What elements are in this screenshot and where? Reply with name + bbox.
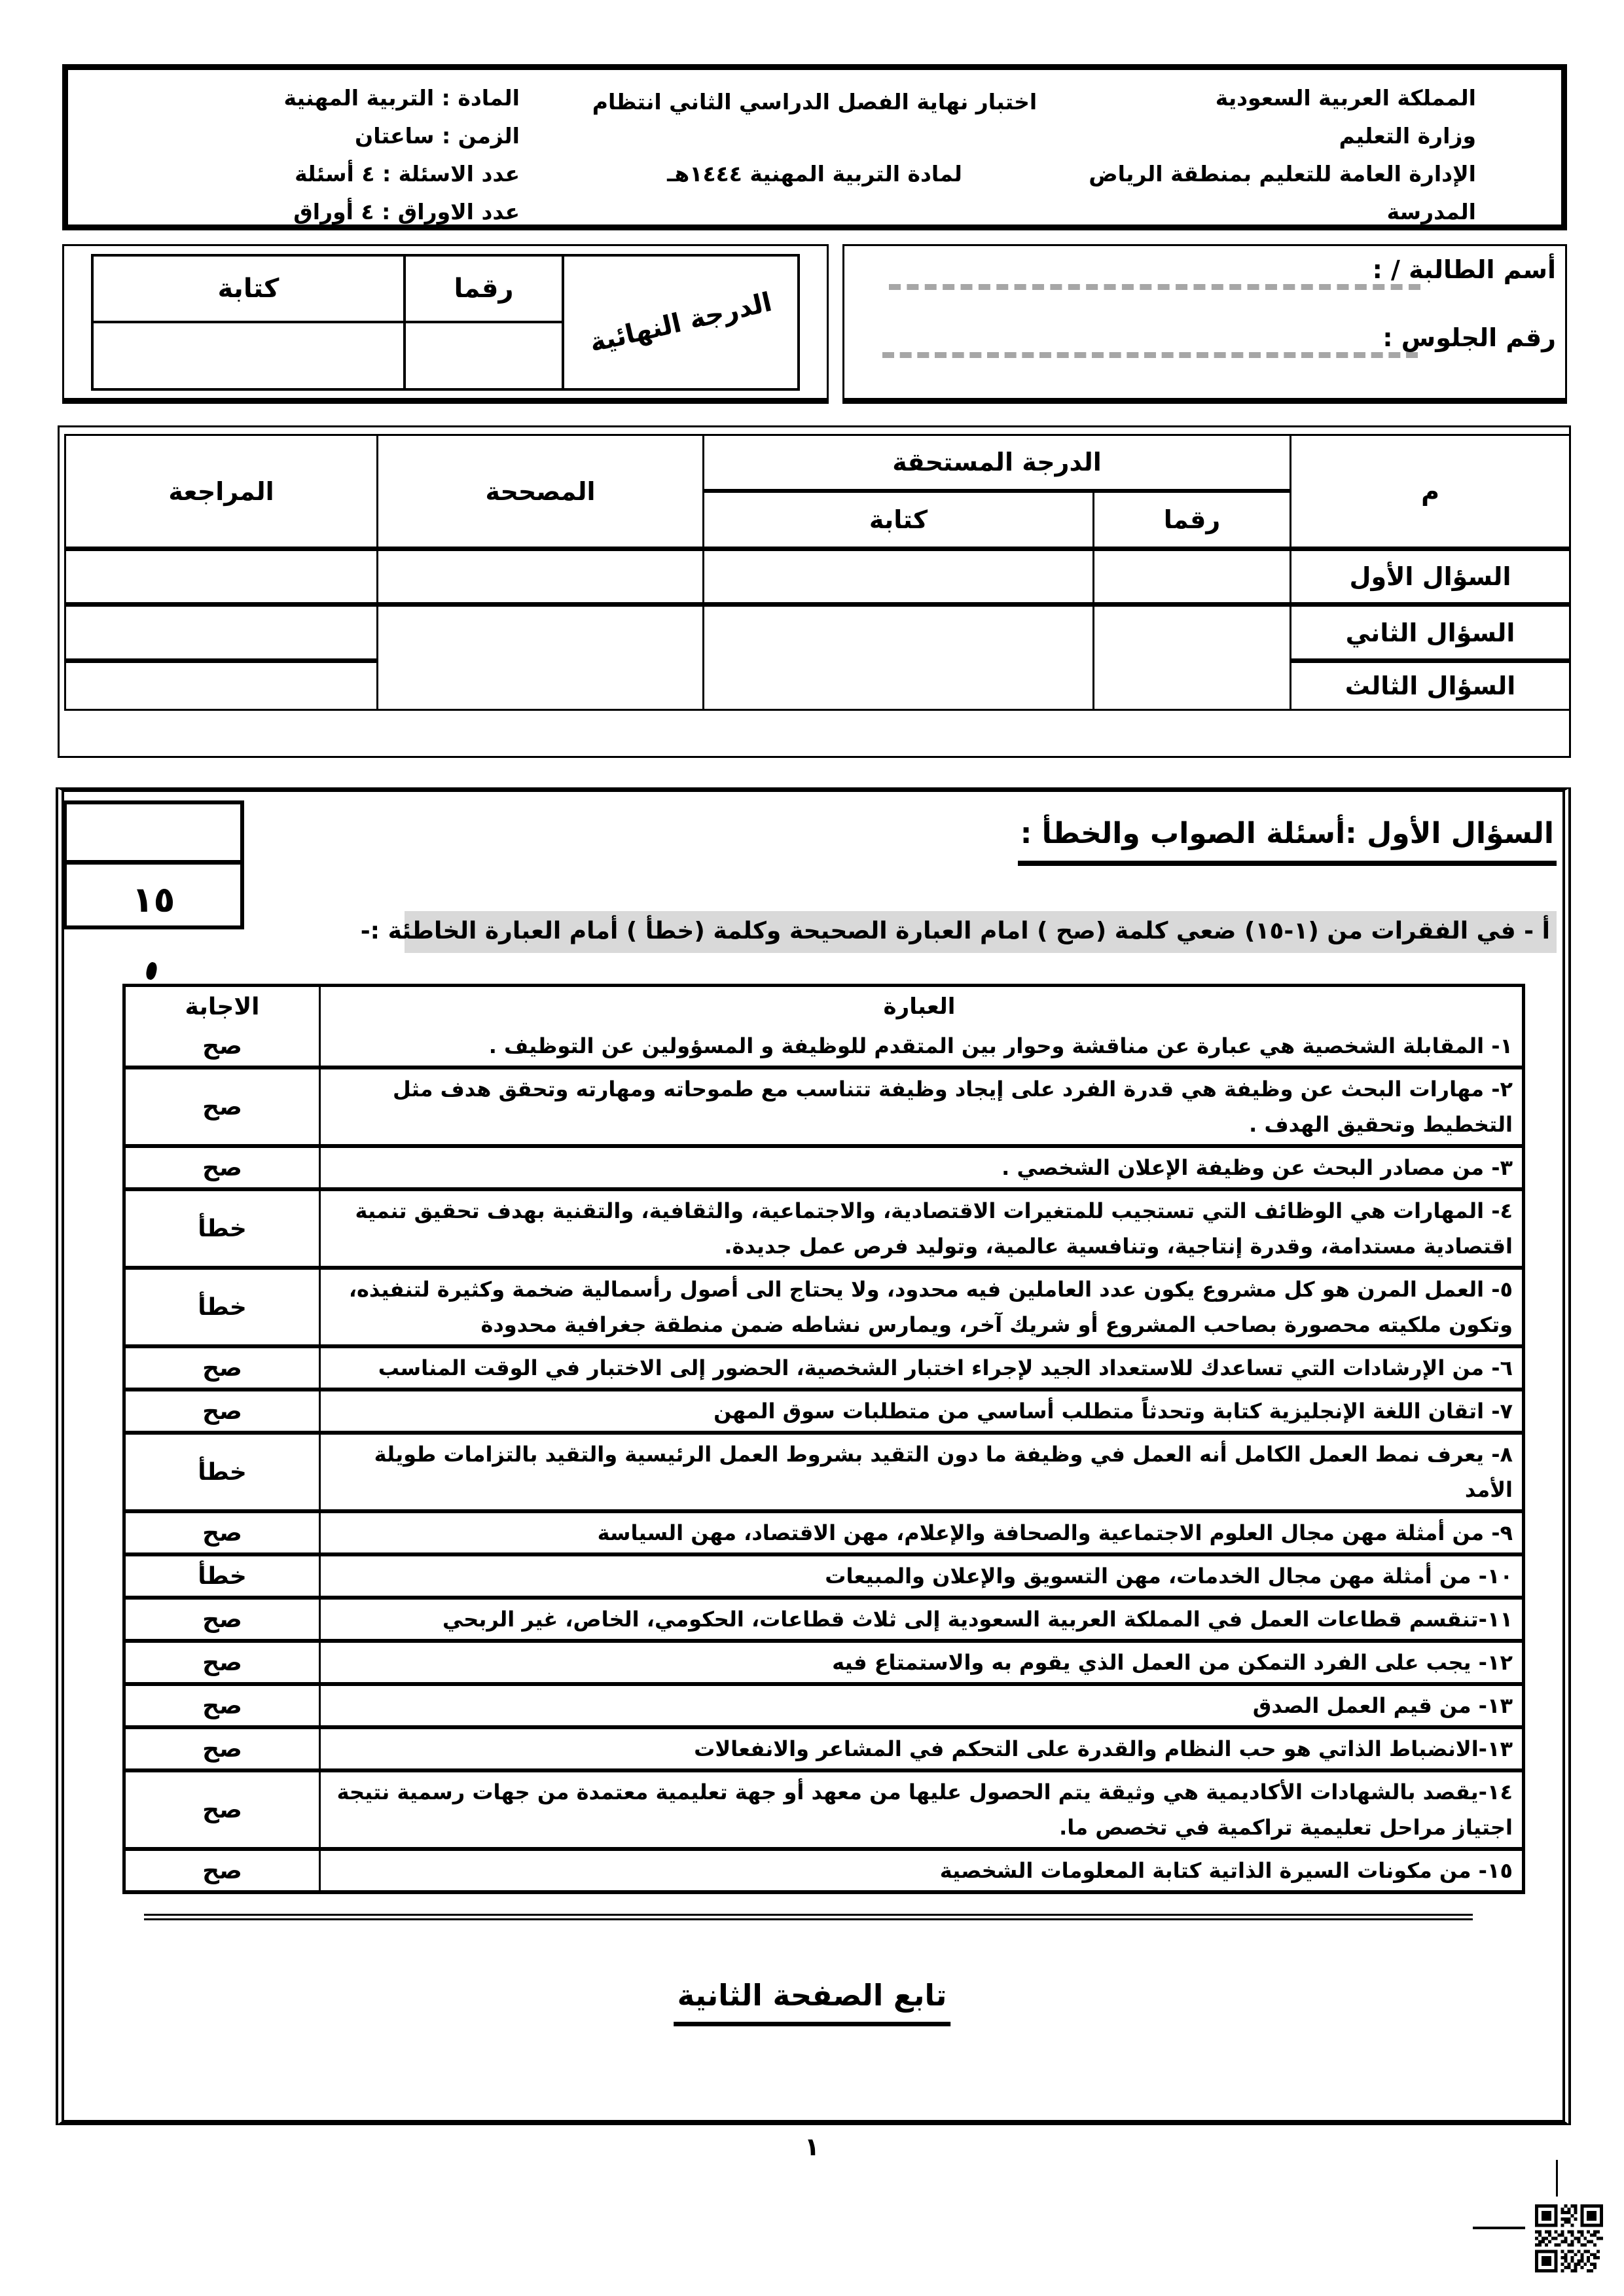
- tf-rows: [126, 1026, 1522, 1890]
- row-question3-label: السؤال الثالث: [1291, 661, 1570, 710]
- q2-reviewer-cell[interactable]: [65, 605, 378, 661]
- final-grade-written-cell[interactable]: [92, 322, 405, 389]
- grading-summary-box: [58, 425, 1571, 758]
- q1-numeric-cell[interactable]: [1094, 549, 1291, 605]
- statement-text: ٥- العمل المرن هو كل مشروع يكون عدد العاملين فيه محدود، ولا يحتاج الى أصول رأسمالية ضخمة وكثيرة لتنفيذه، وتكون ملكيته محصورة بصاحب المشروع أو شريك آخر، ويمارس نشاطه ضمن منطقة جغرافية محدودة: [348, 1277, 1513, 1337]
- header-exam-meta-block: [153, 79, 520, 231]
- final-grade-title-cell: [563, 255, 799, 389]
- statement-text: ٩- من أمثلة مهن مجال العلوم الاجتماعية والصحافة والإعلام، مهن الاقتصاد، مهن السياسة: [597, 1520, 1513, 1545]
- tf-row: [126, 1187, 1522, 1266]
- header-line-country: المملكة العربية السعودية: [1215, 85, 1476, 111]
- tf-row: [126, 1144, 1522, 1187]
- row-question1-label: السؤال الأول: [1291, 549, 1570, 605]
- q1-written-cell[interactable]: [704, 549, 1094, 605]
- q23-corrector-cell[interactable]: [378, 605, 704, 710]
- statement-text: ١٣- من قيم العمل الصدق: [1252, 1693, 1513, 1718]
- q23-numeric-cell[interactable]: [1094, 605, 1291, 710]
- q23-written-cell[interactable]: [704, 605, 1094, 710]
- answer-text: صح: [126, 1513, 321, 1552]
- answer-text: خطأ: [126, 1270, 321, 1344]
- final-grade-table: [91, 254, 800, 391]
- tf-row: [126, 1344, 1522, 1388]
- statement-text: ٨- يعرف نمط العمل الكامل أنه العمل في وظيفة ما دون التقيد بشروط العمل الرئيسية والتقيد بالتزامات طويلة الأمد: [374, 1442, 1513, 1502]
- answer-text: صح: [126, 1348, 321, 1388]
- statement-text: ١٢- يجب على الفرد التمكن من العمل الذي يقوم به والاستمتاع فيه: [832, 1650, 1513, 1675]
- col-corrector-header: المصححة: [378, 435, 704, 549]
- statement-text: ١- المقابلة الشخصية هي عبارة عن مناقشة وحوار بين المتقدم للوظيفة و المسؤولين عن التوظيف .: [488, 1033, 1513, 1058]
- seat-number-field[interactable]: [882, 352, 1418, 358]
- student-info-box: [842, 244, 1567, 404]
- tf-row: [126, 1768, 1522, 1847]
- tf-row: [126, 1266, 1522, 1344]
- statement-text: ٢- مهارات البحث عن وظيفة هي قدرة الفرد على إيجاد وظيفة تتناسب مع طموحاته ومهارته وتحقق هدف مثل التخطيط وتحقيق الهدف .: [393, 1077, 1513, 1137]
- answer-text: صح: [126, 1391, 321, 1431]
- final-grade-numeric-header: رقما: [405, 255, 563, 322]
- meta-question-count: عدد الاسئلة : ٤ أسئلة: [295, 161, 520, 187]
- header-line-ministry: وزارة التعليم: [1339, 123, 1476, 149]
- statement-text: ١٤-يقصد بالشهادات الأكاديمية هي وثيقة يتم الحصول عليها من معهد أو جهة تعليمية معتمدة من جهات رسمية نتيجة اجتياز مراحل تعليمية تراكمية في تخصص ما.: [336, 1780, 1513, 1840]
- row-question2-label: السؤال الثاني: [1291, 605, 1570, 661]
- answer-text: صح: [126, 1643, 321, 1682]
- col-reviewer-header: المراجعة: [65, 435, 378, 549]
- statement-text: ٦- من الإرشادات التي تساعدك للاستعداد الجيد لإجراء اختبار الشخصية، الحضور إلى الاختبار في الوقت المناسب: [378, 1355, 1513, 1380]
- answer-text: صح: [126, 1772, 321, 1847]
- student-name-field[interactable]: [889, 284, 1420, 290]
- header-exam-title-block: [494, 83, 1136, 193]
- tf-row: [126, 1847, 1522, 1890]
- answer-text: صح: [126, 1729, 321, 1768]
- answer-text: صح: [126, 1148, 321, 1187]
- meta-subject: المادة : التربية المهنية: [283, 85, 520, 111]
- answer-text: خطأ: [126, 1556, 321, 1596]
- tf-row: [126, 1552, 1522, 1596]
- statement-column-header: العبارة: [883, 994, 956, 1020]
- registration-mark-horizontal: [1473, 2227, 1525, 2229]
- col-written-header: كتابة: [704, 491, 1094, 549]
- col-due-grade-header: الدرجة المستحقة: [704, 435, 1291, 491]
- q3-reviewer-cell[interactable]: [65, 661, 378, 710]
- tf-row: [126, 1509, 1522, 1552]
- answer-column-header: الاجابة: [126, 987, 321, 1026]
- question-one-title: السؤال الأول :أسئلة الصواب والخطأ :: [1018, 817, 1557, 866]
- page-number: ١: [804, 2132, 820, 2161]
- question-one-instruction: أ - في الفقرات من (١-١٥) ضعي كلمة (صح ) امام العبارة الصحيحة وكلمة (خطأ ) أمام العبارة الخاطئة :-: [405, 911, 1557, 953]
- tf-row: [126, 1388, 1522, 1431]
- col-serial-header: م: [1291, 435, 1570, 549]
- final-grade-box: [62, 244, 829, 404]
- answer-text: خطأ: [126, 1435, 321, 1509]
- answer-text: خطأ: [126, 1191, 321, 1266]
- question-score-box: [63, 800, 244, 929]
- score-value: ١٥: [132, 878, 175, 920]
- tf-row: [126, 1026, 1522, 1066]
- tf-row: [126, 1431, 1522, 1509]
- true-false-table-header: [126, 987, 1522, 1026]
- tf-row: [126, 1725, 1522, 1768]
- student-name-label: أسم الطالبة / :: [1372, 255, 1556, 284]
- continue-next-page-note: تابع الصفحة الثانية: [674, 1978, 951, 2026]
- statement-text: ٧- اتقان اللغة الإنجليزية كتابة وتحدثاً متطلب أساسي من متطلبات سوق المهن: [713, 1399, 1513, 1424]
- score-empty-cell[interactable]: [67, 804, 240, 865]
- grading-summary-table: [64, 434, 1571, 711]
- tf-row: [126, 1596, 1522, 1639]
- exam-title: اختبار نهاية الفصل الدراسي الثاني انتظام: [592, 89, 1038, 115]
- answer-text: صح: [126, 1600, 321, 1639]
- final-grade-numeric-cell[interactable]: [405, 322, 563, 389]
- statement-text: ١١-تنقسم قطاعات العمل في المملكة العربية السعودية إلى ثلاث قطاعات، الحكومي، الخاص، غير الربحي: [442, 1607, 1513, 1632]
- exam-subject-year: لمادة التربية المهنية ١٤٤٤هـ: [667, 161, 962, 187]
- exam-header-box: [62, 64, 1567, 230]
- answer-text: صح: [126, 1026, 321, 1066]
- header-line-school: المدرسة: [1386, 199, 1476, 224]
- qr-code-icon: [1535, 2204, 1603, 2272]
- statement-text: ١٣-الانضباط الذاتي هو حب النظام والقدرة على التحكم في المشاعر والانفعالات: [694, 1736, 1513, 1761]
- answer-text: صح: [126, 1686, 321, 1725]
- registration-mark-vertical: [1556, 2160, 1558, 2197]
- answer-text: صح: [126, 1069, 321, 1144]
- seat-number-label: رقم الجلوس :: [1382, 323, 1556, 352]
- statement-text: ٤- المهارات هي الوظائف التي تستجيب للمتغيرات الاقتصادية، والاجتماعية، والثقافية، والتقنية بهدف تحقيق تنمية اقتصادية مستدامة، وقدرة إنتاجية، وتنافسية عالمية، وتوليد فرص عمل جديدة.: [355, 1198, 1513, 1259]
- q1-corrector-cell[interactable]: [378, 549, 704, 605]
- answer-text: صح: [126, 1851, 321, 1890]
- final-grade-title: الدرجة النهائية: [586, 287, 775, 358]
- col-numeric-header: رقما: [1094, 491, 1291, 549]
- meta-duration: الزمن : ساعتان: [355, 123, 520, 149]
- statement-text: ١٥- من مكونات السيرة الذاتية كتابة المعلومات الشخصية: [939, 1858, 1513, 1883]
- true-false-table: [122, 984, 1525, 1894]
- tf-row: [126, 1682, 1522, 1725]
- meta-paper-count: عدد الاوراق : ٤ أوراق: [293, 199, 520, 224]
- header-line-directorate: الإدارة العامة للتعليم بمنطقة الرياض: [1089, 161, 1476, 187]
- table-bottom-double-line: [144, 1914, 1473, 1920]
- statement-text: ٣- من مصادر البحث عن وظيفة الإعلان الشخصي .: [1001, 1155, 1513, 1180]
- statement-text: ١٠- من أمثلة مهن مجال الخدمات، مهن التسويق والإعلان والمبيعات: [825, 1564, 1513, 1588]
- q1-reviewer-cell[interactable]: [65, 549, 378, 605]
- final-grade-written-header: كتابة: [92, 255, 405, 322]
- tf-row: [126, 1066, 1522, 1144]
- tf-row: [126, 1639, 1522, 1682]
